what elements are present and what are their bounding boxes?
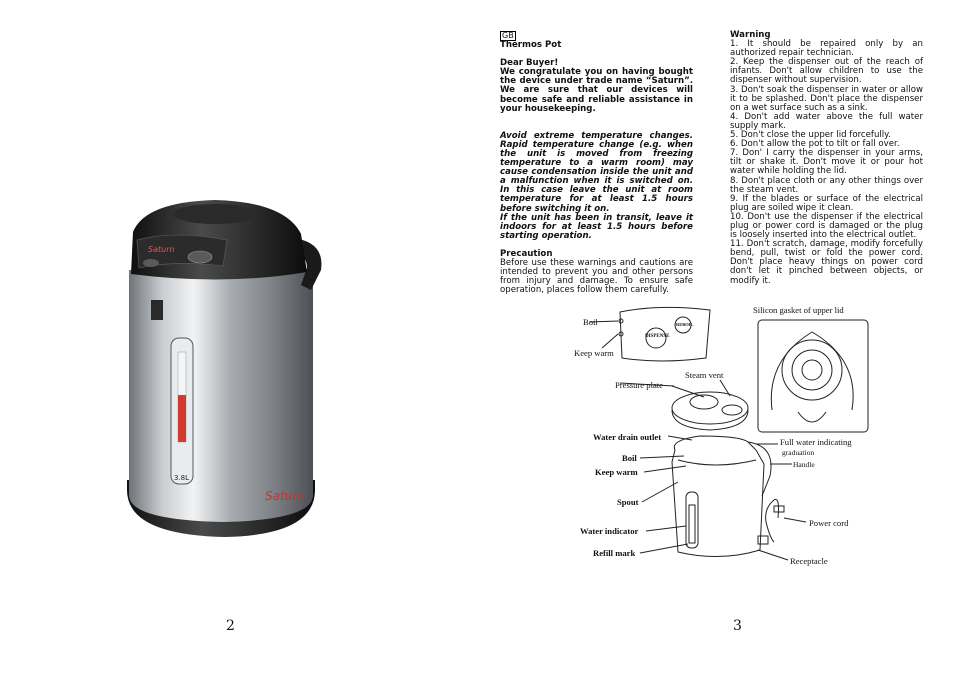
doc-title: Thermos Pot — [500, 40, 562, 51]
boil-label: Boil — [622, 453, 637, 463]
receptacle-label: Receptacle — [790, 556, 828, 566]
precaution-heading: Precaution — [500, 248, 553, 259]
page-number-left: 2 — [226, 618, 235, 634]
warning-item: 2. Keep the dispenser out of the reach of infants. Don't allow children to use the dispenser without supervision. — [730, 57, 923, 86]
precaution-text: Before use these warnings and cautions are intended to prevent you and other persons from injury and damage. To ensure safe operation, places follow them carefully. — [500, 257, 693, 296]
intro-column — [500, 31, 693, 295]
water-window-drawing — [686, 492, 698, 548]
panel-keep-warm-label: Keep warm — [574, 348, 614, 358]
warning-column — [730, 31, 923, 286]
brand-logo-body: Saturn — [265, 489, 305, 503]
panel-reboil-label: REBOIL — [676, 322, 694, 327]
language-tag: GB — [502, 31, 514, 40]
water-drain-outlet-label: Water drain outlet — [593, 432, 662, 442]
water-indicator-label: Water indicator — [580, 526, 639, 536]
full-water-label: Full water indicating — [780, 437, 852, 447]
transit-note: If the unit has been in transit, leave it indoors for at least 1.5 hours before starting operation. — [500, 212, 693, 241]
refill-mark-label: Refill mark — [593, 548, 636, 558]
pressure-plate-label: Pressure plate — [615, 380, 663, 390]
warning-item: 1. It should be repaired only by an authorized repair technician. — [730, 39, 923, 59]
capacity-label: 3.8L — [174, 474, 190, 482]
parts-diagram — [560, 300, 880, 580]
warning-item: 9. If the blades or surface of the electrical plug are soiled wipe it clean. — [730, 193, 923, 213]
gasket-label: Silicon gasket of upper lid — [753, 305, 844, 315]
keep-warm-label: Keep warm — [595, 467, 638, 477]
steam-vent-label: Steam vent — [685, 370, 724, 380]
temperature-note: Avoid extreme temperature changes. Rapid temperature change (e.g. when the unit is moved from freezing temperature to a warm room) may cause condensation inside the unit and a malfunction when it is switched on. In this case leave the unit at room temperature for at least 1.5 hours before switching it on. — [500, 130, 693, 214]
panel-boil-label: Boil — [583, 317, 598, 327]
warning-item: 5. Don't close the upper lid forcefully. — [730, 130, 891, 141]
gasket-drawing — [782, 340, 842, 400]
greeting: Dear Buyer! — [500, 58, 559, 69]
warning-item: 11. Don't scratch, damage, modify forcefully bend, pull, twist or fold the power cord. Don't place heavy things on power cord don't let it pinched between objects, or modify it. — [730, 239, 923, 286]
spout-label: Spout — [617, 497, 639, 507]
power-cord-label: Power cord — [809, 518, 849, 528]
warning-item: 6. Don't allow the pot to tilt or fall over. — [730, 139, 900, 150]
warning-heading: Warning — [730, 30, 771, 40]
brand-logo-panel: Saturn — [148, 245, 175, 254]
intro-text: We congratulate you on having bought the device under trade name “Saturn”. We are sure that our devices will become safe and reliable assistance in your housekeeping. — [500, 67, 693, 114]
warning-item: 8. Don't place cloth or any other things over the steam vent. — [730, 175, 923, 195]
panel-dispense-label: DISPENSE — [645, 334, 670, 339]
warning-item: 3. Don't soak the dispenser in water or allow it to be splashed. Don't place the dispenser on a wet surface such as a sink. — [730, 84, 923, 113]
boil-led-icon — [619, 319, 623, 323]
thermos-pot-photo — [115, 190, 330, 550]
page-number-right: 3 — [733, 618, 742, 634]
warning-item: 7. Don' I carry the dispenser in your arms, tilt or shake it. Don't move it or pour hot water while holding the lid. — [730, 148, 923, 177]
handle-label: Handle — [793, 460, 815, 469]
warning-item: 10. Don't use the dispenser if the electrical plug or power cord is damaged or the plug is loosely inserted into the electrical outlet. — [730, 211, 923, 241]
graduation-label: graduation — [782, 448, 815, 457]
warning-item: 4. Don't add water above the full water supply mark. — [730, 111, 923, 131]
